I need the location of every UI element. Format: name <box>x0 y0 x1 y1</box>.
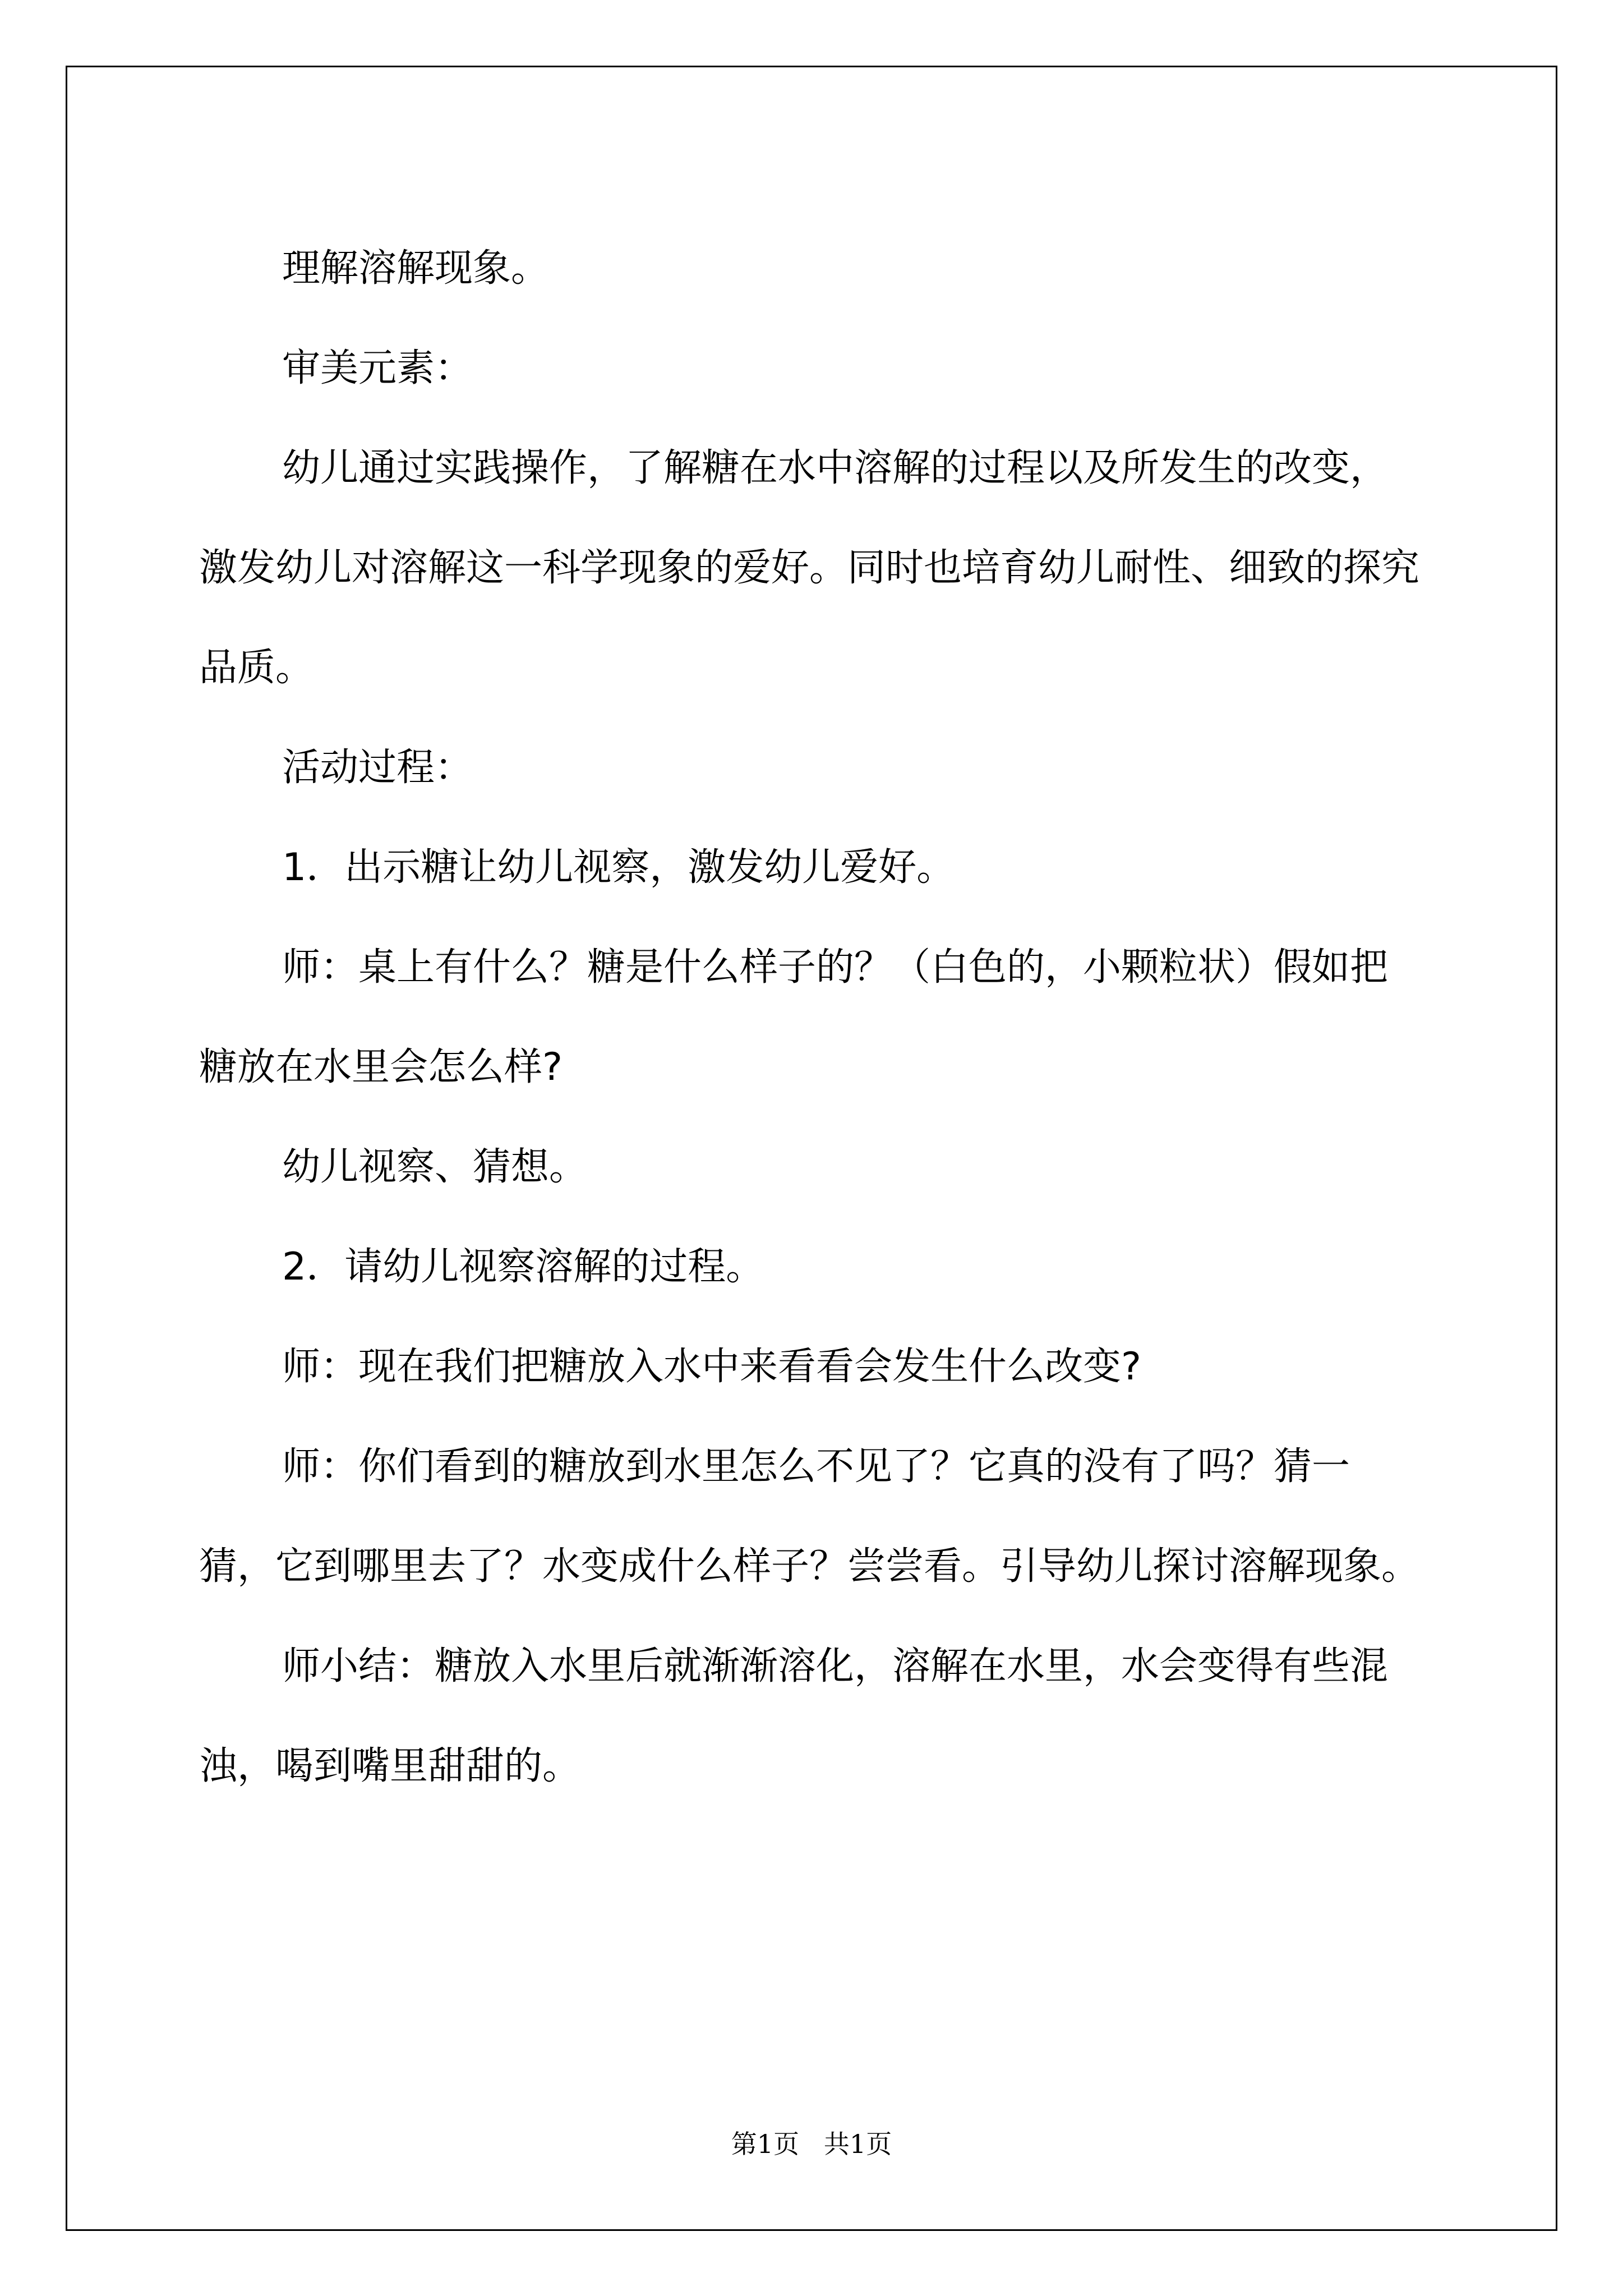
paragraph: 1．出示糖让幼儿视察，激发幼儿爱好。 <box>282 845 955 890</box>
paragraph: 幼儿视察、猜想。 <box>282 1145 588 1189</box>
paragraph: 师：桌上有什么？糖是什么样子的？（白色的，小颗粒状）假如把糖放在水里会怎么样? <box>199 945 1389 1089</box>
paragraph: 师：你们看到的糖放到水里怎么不见了？它真的没有了吗？猜一猜，它到哪里去了？水变成什么样子？尝尝看。引导幼儿探讨溶解现象。 <box>199 1444 1420 1589</box>
paragraph: 师小结：糖放入水里后就渐渐溶化，溶解在水里，水会变得有些混浊，喝到嘴里甜甜的。 <box>199 1644 1389 1788</box>
paragraph: 审美元素： <box>282 346 473 390</box>
paragraph: 理解溶解现象。 <box>282 246 550 291</box>
paragraph: 2．请幼儿视察溶解的过程。 <box>282 1245 764 1289</box>
paragraph: 活动过程： <box>282 746 473 790</box>
page-footer: 第1页 共1页 <box>731 2129 892 2159</box>
paragraph: 幼儿通过实践操作，了解糖在水中溶解的过程以及所发生的改变，激发幼儿对溶解这一科学现象的爱好。同时也培育幼儿耐性、细致的探究品质。 <box>199 446 1420 690</box>
paragraph: 师：现在我们把糖放入水中来看看会发生什么改变? <box>282 1345 1142 1389</box>
document-body <box>199 219 1422 1816</box>
